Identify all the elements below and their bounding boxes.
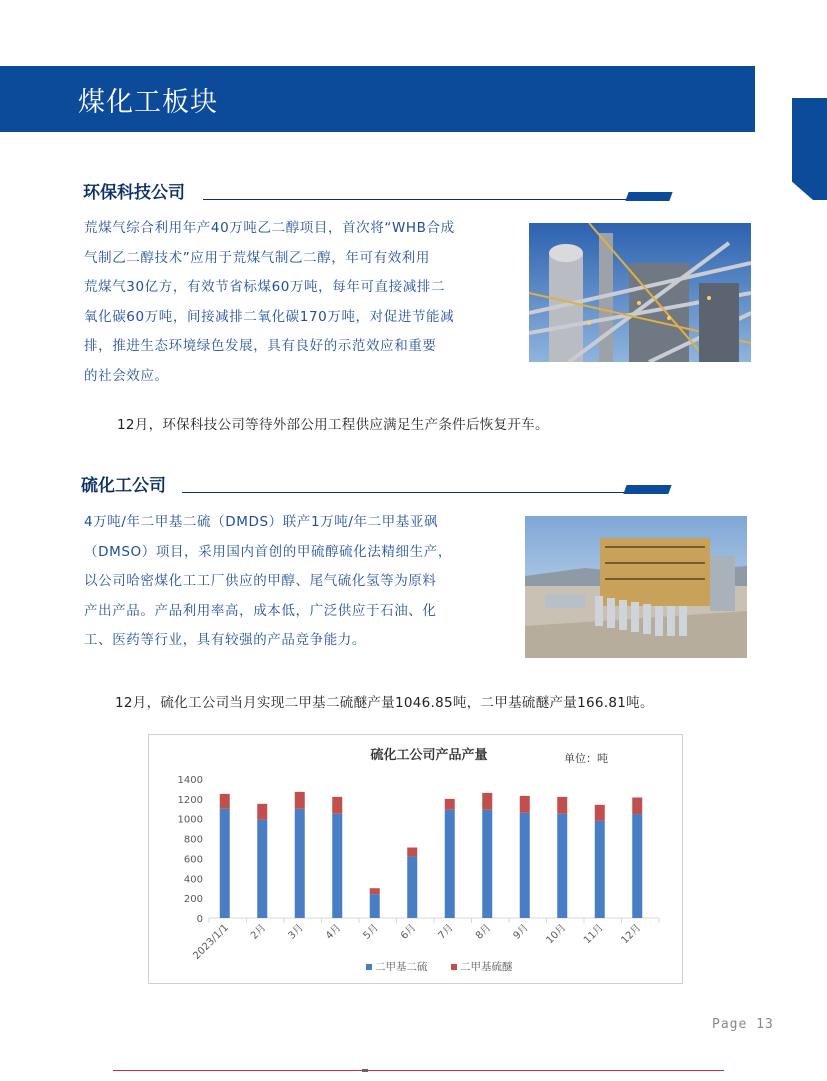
section-accent-2 — [623, 485, 671, 494]
page-number: Page 13 — [712, 1017, 774, 1032]
x-tick-label: 2023/1/1 — [191, 922, 231, 962]
bar-segment — [295, 809, 305, 918]
x-tick-label: 5月 — [361, 922, 381, 942]
body-line: 4万吨/年二甲基二硫（DMDS）联产1万吨/年二甲基亚砜 — [84, 514, 439, 530]
section-divider-1 — [203, 199, 627, 200]
x-tick-label: 11月 — [582, 922, 606, 947]
bar-segment — [370, 888, 380, 894]
y-tick-label: 1000 — [177, 814, 203, 826]
bar-segment — [482, 793, 492, 810]
footer-marker — [362, 1069, 368, 1072]
y-tick-label: 200 — [183, 894, 203, 906]
bar-segment — [257, 804, 267, 820]
x-tick-label: 8月 — [474, 922, 494, 942]
bar-segment — [332, 814, 342, 918]
section-2-body — [84, 508, 514, 656]
legend-swatch — [451, 964, 457, 970]
body-line: 氧化碳60万吨，间接减排二氧化碳170万吨，对促进节能减 — [84, 308, 455, 325]
y-tick-label: 0 — [196, 914, 203, 925]
body-line: 气制乙二醇技术”应用于荒煤气制乙二醇，年可有效利用 — [84, 249, 430, 266]
body-line: 荒煤气综合利用年产40万吨乙二醇项目，首次将“WHB合成 — [84, 220, 455, 236]
bar-segment — [257, 820, 267, 918]
bar-segment — [332, 797, 342, 814]
bar-segment — [520, 813, 530, 918]
section-1-body — [84, 214, 514, 391]
x-tick-label: 10月 — [544, 922, 569, 947]
bar-segment — [220, 809, 230, 918]
x-tick-label: 6月 — [399, 922, 419, 942]
chart-unit-label: 单位：吨 — [564, 752, 608, 765]
x-tick-label: 3月 — [286, 922, 306, 942]
body-line: 产出产品。产品利用率高，成本低，广泛供应于石油、化 — [84, 602, 437, 619]
section-1-note: 12月，环保科技公司等待外部公用工程供应满足生产条件后恢复开车。 — [117, 417, 549, 433]
section-banner — [0, 66, 755, 132]
bar-segment — [632, 797, 642, 814]
chart-canvas — [149, 735, 682, 983]
bar-segment — [370, 894, 380, 918]
body-line: 荒煤气30亿方，有效节省标煤60万吨，每年可直接减排二 — [84, 279, 446, 295]
x-tick-label: 9月 — [511, 922, 531, 942]
bar-segment — [595, 805, 605, 821]
factory-photo — [525, 516, 747, 658]
bar-segment — [482, 810, 492, 918]
y-tick-label: 600 — [183, 854, 203, 866]
chemical-plant-photo — [529, 223, 751, 362]
banner-title: 煤化工板块 — [78, 87, 218, 118]
x-tick-label: 12月 — [619, 922, 644, 947]
y-tick-label: 800 — [183, 834, 203, 846]
bar-segment — [220, 794, 230, 809]
section-2-note: 12月，硫化工公司当月实现二甲基二硫醚产量1046.85吨，二甲基硫醚产量166.81吨。 — [115, 695, 654, 711]
legend-label: 二甲基硫醚 — [460, 961, 513, 973]
y-tick-label: 1400 — [177, 775, 203, 786]
bar-segment — [632, 814, 642, 918]
y-tick-label: 1200 — [177, 794, 203, 806]
section-divider-2 — [182, 492, 625, 493]
x-tick-label: 4月 — [324, 922, 344, 942]
bar-segment — [595, 821, 605, 918]
legend-swatch — [366, 964, 372, 970]
footer-divider — [113, 1070, 724, 1071]
bar-segment — [407, 848, 417, 857]
bar-segment — [295, 792, 305, 809]
section-title-1: 环保科技公司 — [83, 183, 185, 203]
bar-segment — [557, 797, 567, 814]
x-tick-label: 2月 — [249, 922, 269, 942]
bar-segment — [407, 856, 417, 918]
body-line: （DMSO）项目，采用国内首创的甲硫醇硫化法精细生产， — [84, 543, 452, 560]
section-title-2: 硫化工公司 — [81, 476, 166, 496]
y-tick-label: 400 — [183, 874, 203, 886]
body-line: 以公司哈密煤化工工厂供应的甲醇、尾气硫化氢等为原料 — [84, 573, 437, 589]
bar-segment — [557, 814, 567, 918]
legend-label: 二甲基二硫 — [375, 961, 428, 973]
body-line: 工、医药等行业，具有较强的产品竞争能力。 — [84, 632, 366, 648]
body-line: 的社会效应。 — [84, 367, 169, 384]
side-tab-decoration — [792, 98, 827, 200]
bar-segment — [520, 796, 530, 813]
section-accent-1 — [625, 192, 672, 201]
x-tick-label: 7月 — [436, 922, 456, 942]
bar-segment — [445, 799, 455, 810]
production-chart — [148, 734, 683, 984]
bar-segment — [445, 810, 455, 918]
body-line: 排，推进生态环境绿色发展，具有良好的示范效应和重要 — [84, 338, 437, 354]
chart-title: 硫化工公司产品产量 — [370, 748, 488, 763]
